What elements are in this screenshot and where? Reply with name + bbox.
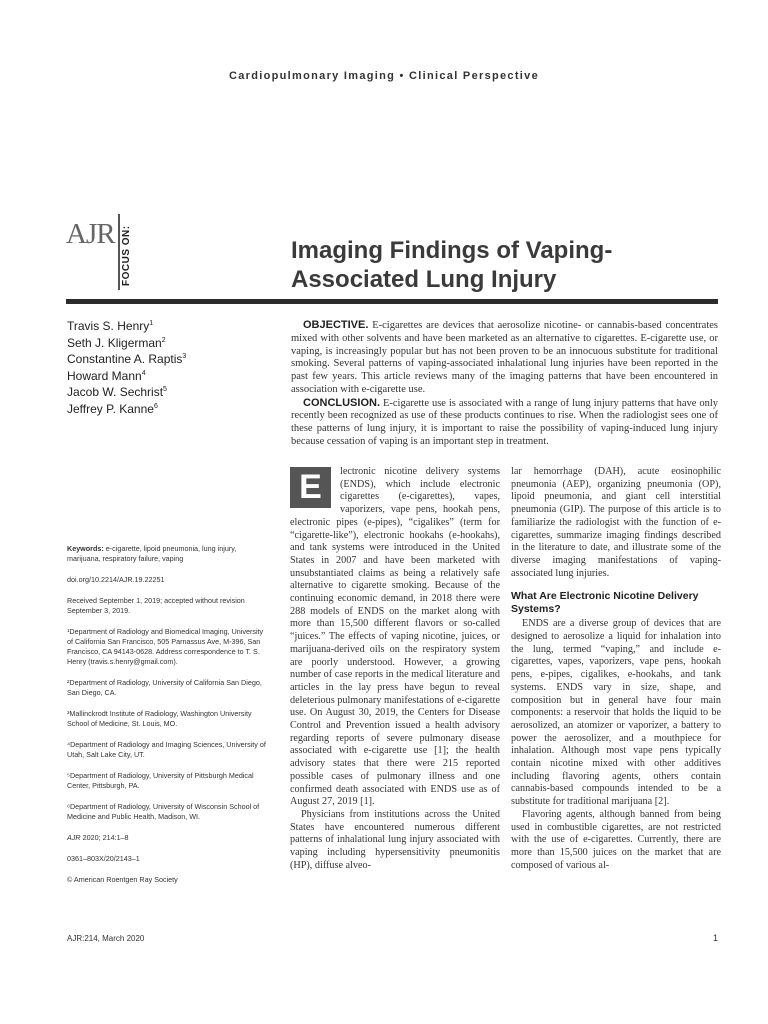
page-number: 1: [712, 933, 718, 943]
abstract: [291, 319, 718, 449]
drop-cap: E: [290, 467, 331, 508]
body-paragraph: E lectronic nicotine delivery systems (ENDS), which include electronic cigarettes (e-cigarettes), vapes, vaporizers, vape pens, hookah pens, electronic pipes (e-pipes), “cigalikes” (term for “cigarette-like”), electronic hookahs (e-hookahs), and tank systems were introduced in the United States in 2007 and have been marketed with unsubstantiated claims as being a relatively safe alternative to cigarette smoking. Because of the continuing economic demand, in 2018 there were 288 models of ENDS on the market along with more than 15,500 different flavors or so-called “juices.” The effects of vaping nicotine, juices, or marijuana-derived oils on the respiratory system are poorly understood. However, a growing number of case reports in the medical literature and articles in the lay press have begun to reveal deleterious pulmonary manifestations of e-cigarette use. On August 30, 2019, the Centers for Disease Control and Prevention issued a health advisory regarding reports of severe pulmonary disease associated with e-cigarette use [1]; the health advisory states that there were 215 reported possible cases of pulmonary illness and one confirmed death associated with ENDS use as of August 27, 2019 [1].: [290, 466, 500, 808]
issn: 0361–803X/20/2143–1: [67, 854, 140, 863]
ajr-focus-logo: [66, 214, 144, 292]
article-title: Imaging Findings of Vaping-Associated Lung Injury: [291, 237, 613, 293]
body-column-1: [290, 466, 500, 873]
conclusion-label: CONCLUSION.: [303, 396, 380, 409]
section-header: Cardiopulmonary Imaging • Clinical Perspective: [229, 70, 539, 82]
author: Travis S. Henry$^1$: [67, 319, 154, 333]
affiliation: ¹Department of Radiology and Biomedical Imaging, University of California San Francisco, 505 Parnassus Ave, M-396, San Francisco, CA 94143-0628. Address correspondence to T. S. Henry (travis.s.henry@gmail.com).: [67, 627, 264, 666]
author: Jeffrey P. Kanne$^6$: [67, 401, 158, 416]
logo-brand: AJR: [66, 218, 115, 250]
logo-divider: [118, 214, 120, 290]
logo-focus-on: FOCUS ON:: [121, 225, 132, 286]
title-rule: [66, 299, 718, 304]
author: Jacob W. Sechrist$^5$: [67, 385, 167, 399]
article-metadata: [67, 544, 270, 896]
abstract-conclusion: [291, 397, 718, 449]
affiliation: ⁵Department of Radiology, University of Pittsburgh Medical Center, Pittsburgh, PA.: [67, 771, 254, 790]
copyright: © American Roentgen Ray Society: [67, 875, 178, 884]
objective-text: E-cigarettes are devices that aerosolize nicotine- or cannabis-based concentrates mixed with other solvents and have been marketed as an alternative to cigarettes. E-cigarette use, or vaping, is increasingly popular but has not been proven to be an innocuous substitute for traditional smoking. Several patterns of vaping-associated inhalational lung injuries have been reported in the past few years. This article reviews many of the imaging patterns that have been encountered in association with e-cigarette use.: [291, 320, 718, 395]
section-heading: What Are Electronic Nicotine Delivery Systems?: [511, 590, 699, 616]
body-paragraph: Physicians from institutions across the United States have encountered numerous different patterns of inhalational lung injury associated with vaping including hypersensitivity pneumonitis (HP), diffuse alveo-: [290, 808, 500, 871]
affiliation: ⁴Department of Radiology and Imaging Sciences, University of Utah, Salt Lake City, UT.: [67, 740, 266, 759]
body-column-2: [511, 466, 721, 872]
body-paragraph: ENDS are a diverse group of devices that are designed to aerosolize a liquid for inhalation into the lung, termed “vaping,” and include e-cigarettes, vapes, vaporizers, vape pens, hookah pens, e-pipes, cigalikes, e-hookahs, and tank systems. ENDS vary in size, shape, and composition but in general have four main components: a reservoir that holds the liquid to be aerosolized, an atomizer or vaporizer, a battery to power the aerosolizer, and a mouthpiece for inhalation. Although most vape pens typically contain nicotine mixed with other additives including flavoring agents, others contain cannabis-based compounds intended to be a substitute for traditional marijuana [2].: [511, 618, 721, 808]
author: Constantine A. Raptis$^3$: [67, 352, 187, 366]
conclusion-text: E-cigarette use is associated with a range of lung injury patterns that have only recently been recognized as use of these products continues to rise. When the radiologist sees one of these patterns of lung injury, it is important to raise the possibility of vaping-induced lung injury because cessation of vaping is an important step in treatment.: [291, 397, 719, 447]
citation: AJR 2020; 214:1–8: [67, 833, 129, 842]
keywords: Keywords: e-cigarette, lipoid pneumonia, lung injury, marijuana, respiratory failure, vaping: [67, 544, 237, 563]
affiliation: ²Department of Radiology, University of California San Diego, San Diego, CA.: [67, 678, 262, 697]
footer-journal: AJR:214, March 2020: [67, 934, 145, 943]
received-date: Received September 1, 2019; accepted without revision September 3, 2019.: [67, 596, 245, 615]
body-paragraph: Flavoring agents, although banned from being used in combustible cigarettes, are not restricted with the use of e-cigarettes. Currently, there are more than 15,500 juices on the market that are composed of various al-: [511, 808, 721, 871]
affiliation: ³Mallinckrodt Institute of Radiology, Washington University School of Medicine, St. Louis, MO.: [67, 709, 252, 728]
author: Howard Mann$^4$: [67, 368, 146, 383]
affiliation: ⁶Department of Radiology, University of Wisconsin School of Medicine and Public Health, Madison, WI.: [67, 802, 260, 821]
objective-label: OBJECTIVE.: [303, 319, 369, 331]
doi: doi.org/10.2214/AJR.19.22251: [67, 575, 165, 584]
author: Seth J. Kligerman$^2$: [67, 335, 166, 350]
author-list: [67, 317, 267, 416]
abstract-objective: [291, 319, 718, 397]
body-paragraph: lar hemorrhage (DAH), acute eosinophilic pneumonia (AEP), organizing pneumonia (OP), lipoid pneumonia, and giant cell interstitial pneumonia (GIP). The purpose of this article is to familiarize the radiologist with the function of e-cigarettes, summarize imaging findings described in the literature to date, and illustrate some of the diverse imaging manifestations of vaping-associated lung injuries.: [511, 466, 721, 579]
